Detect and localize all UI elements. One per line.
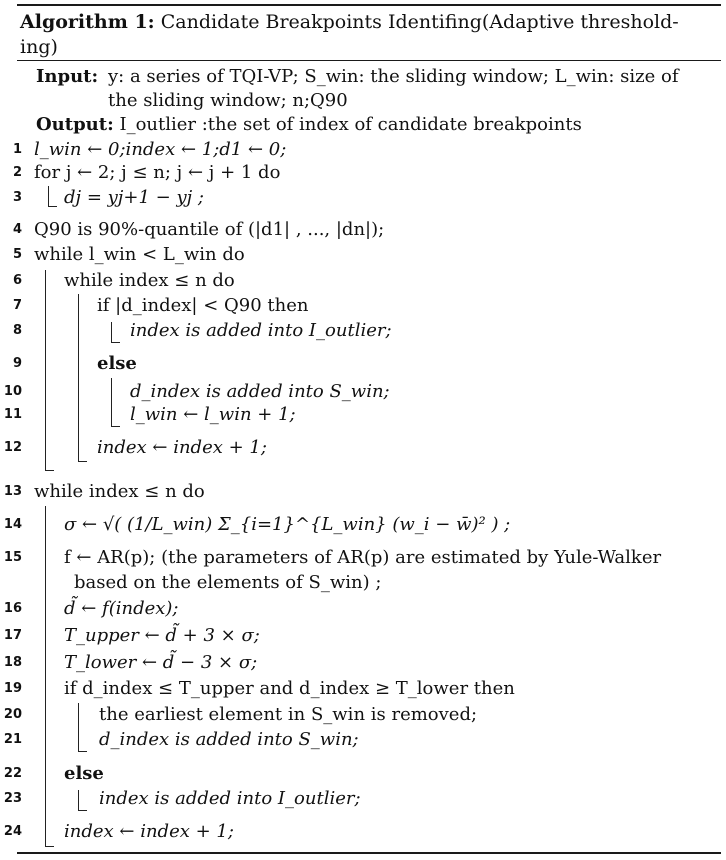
- line-number: 4: [12, 222, 22, 237]
- line-text: index is added into I_outlier;: [130, 320, 392, 341]
- input-line-1: [108, 66, 679, 88]
- block-bar: [45, 270, 54, 471]
- block-bar: [48, 186, 57, 207]
- output-block: [36, 114, 582, 136]
- line-text: f ← AR(p); (the parameters of AR(p) are estimated by Yule-Walker: [64, 547, 662, 568]
- output-text: I_outlier :the set of index of candidate breakpoints: [119, 114, 582, 135]
- line-number: 23: [3, 791, 22, 806]
- line-number: 3: [12, 190, 22, 205]
- line-number: 1: [12, 142, 22, 157]
- algorithm-label: Algorithm 1:: [20, 11, 155, 33]
- line-number: 21: [3, 732, 22, 747]
- line-number: 11: [3, 407, 22, 422]
- line-text: d_index is added into S_win;: [130, 381, 390, 402]
- line-text: else: [97, 353, 137, 374]
- line-number: 13: [3, 484, 22, 499]
- block-bar: [45, 506, 54, 847]
- top-rule: [17, 4, 721, 6]
- line-number: 12: [3, 440, 22, 455]
- title-rule: [17, 60, 721, 61]
- line-text: the earliest element in S_win is removed;: [99, 704, 478, 725]
- line-number: 2: [12, 165, 22, 180]
- line-text: while l_win < L_win do: [34, 244, 245, 265]
- line-number: 14: [3, 517, 22, 532]
- block-bar: [111, 378, 120, 427]
- line-number: 18: [3, 655, 22, 670]
- line-text: d_index is added into S_win;: [99, 729, 359, 750]
- line-text: if d_index ≤ T_upper and d_index ≥ T_lower then: [64, 678, 515, 699]
- input-text-2: the sliding window; n;Q90: [108, 90, 348, 111]
- line-text: based on the elements of S_win) ;: [74, 572, 382, 593]
- line-text: while index ≤ n do: [34, 481, 205, 502]
- line-number: 19: [3, 681, 22, 696]
- algorithm-title: [20, 10, 710, 60]
- bottom-rule: [17, 852, 721, 854]
- line-number: 5: [12, 247, 22, 262]
- output-keyword: Output:: [36, 114, 114, 135]
- input-keyword: Input:: [36, 66, 99, 87]
- block-bar: [78, 790, 87, 811]
- line-number: 15: [3, 550, 22, 565]
- line-text: Q90 is 90%-quantile of (|d1| , ..., |dn|);: [34, 219, 385, 240]
- line-text: index ← index + 1;: [64, 821, 234, 842]
- line-number: 22: [3, 766, 22, 781]
- input-block: [36, 66, 98, 88]
- line-number: 17: [3, 628, 22, 643]
- line-text: index ← index + 1;: [97, 437, 267, 458]
- line-text: l_win ← l_win + 1;: [130, 404, 296, 425]
- line-text: for j ← 2; j ≤ n; j ← j + 1 do: [34, 162, 281, 183]
- line-text: T_lower ← d̃ − 3 × σ;: [64, 652, 258, 673]
- algorithm-title-text: Candidate Breakpoints Identifing(Adaptive threshold-: [160, 11, 679, 33]
- line-text: dj = yj+1 − yj ;: [64, 187, 204, 208]
- input-text-1: y: a series of TQI-VP; S_win: the sliding window; L_win: size of: [108, 66, 679, 87]
- block-bar: [78, 703, 87, 752]
- line-number: 16: [3, 601, 22, 616]
- line-text: l_win ← 0;index ← 1;d1 ← 0;: [34, 139, 287, 160]
- line-text: index is added into I_outlier;: [99, 788, 361, 809]
- line-text: while index ≤ n do: [64, 270, 235, 291]
- line-number: 10: [3, 384, 22, 399]
- algorithm-title-cont: ing): [20, 36, 58, 58]
- input-line-2: [108, 90, 348, 112]
- line-number: 6: [12, 273, 22, 288]
- line-text: T_upper ← d̃ + 3 × σ;: [64, 625, 260, 646]
- block-bar: [78, 294, 87, 462]
- line-number: 9: [12, 356, 22, 371]
- line-number: 7: [12, 298, 22, 313]
- line-text: d̃ ← f(index);: [64, 598, 179, 619]
- line-number: 8: [12, 323, 22, 338]
- line-text: if |d_index| < Q90 then: [97, 295, 309, 316]
- line-text: σ ← √( (1/L_win) Σ_{i=1}^{L_win} (w_i − w̄)² ) ;: [64, 514, 511, 535]
- line-text: else: [64, 763, 104, 784]
- line-number: 24: [3, 824, 22, 839]
- line-number: 20: [3, 707, 22, 722]
- block-bar: [111, 322, 120, 343]
